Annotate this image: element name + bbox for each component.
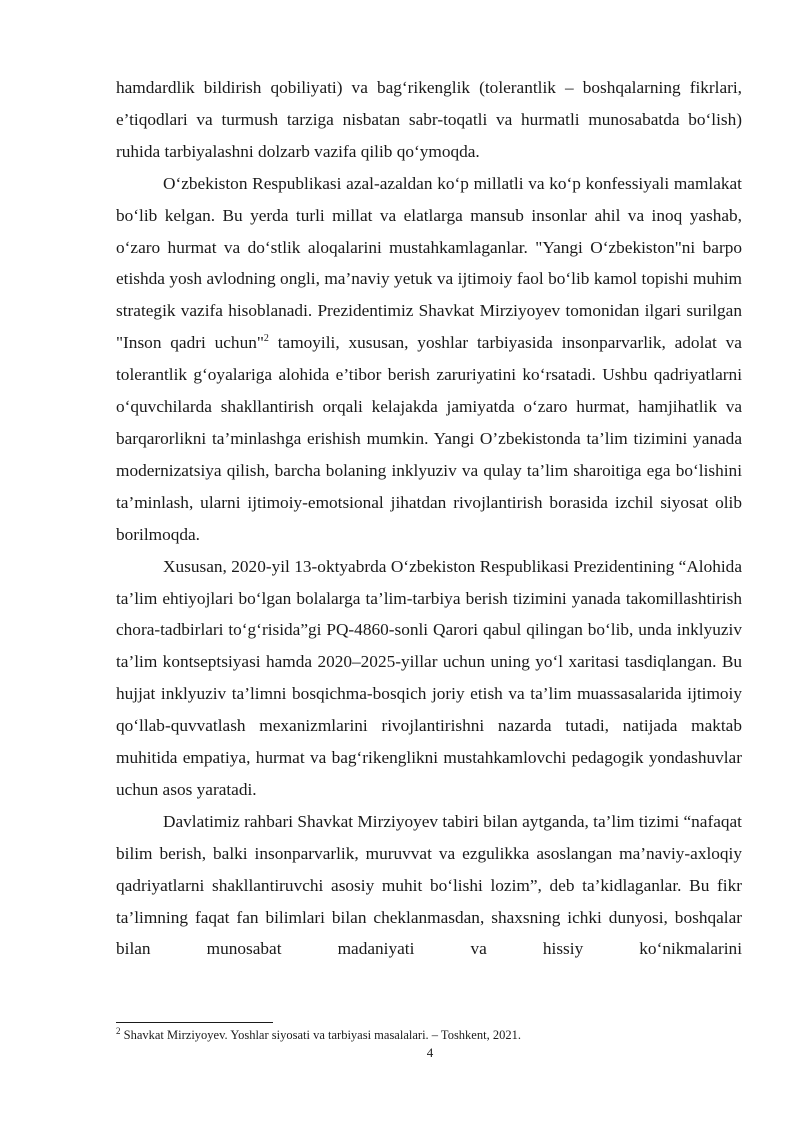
- footnote-separator: [116, 1022, 273, 1023]
- page-number: 4: [426, 1045, 434, 1060]
- footnote-number: 2: [116, 1025, 121, 1036]
- footnote: [116, 1027, 742, 1043]
- paragraph-3-text: Xususan, 2020-yil 13-oktyabrda O‘zbekiston Respublikasi Prezidentining “Alohida ta’lim ehtiyojlari bo‘lgan bolalarga ta’lim-tarbiya berish tizimini yanada takomillashtirish chora-tadbirlari to‘g‘risida”gi PQ-4860-sonli Qarori qabul qilingan bo‘lib, unda inklyuziv ta’lim kontseptsiyasi hamda 2020–2025-yillar uchun uning yo‘l xaritasi tasdiqlangan. Bu hujjat inklyuziv ta’limni bosqichma-bosqich joriy etish va ta’lim muassasalarida ijtimoiy qo‘llab-quvvatlash mexanizmlarini rivojlantirishni nazarda tutadi, natijada maktab muhitida empatiya, hurmat va bag‘rikenglikni mustahkamlovchi pedagogik yondashuvlar uchun asos yaratadi.: [116, 556, 742, 799]
- paragraph-2-text-after: tamoyili, xususan, yoshlar tarbiyasida insonparvarlik, adolat va tolerantlik g‘oyalariga alohida e’tibor berish zaruriyatini ko‘rsatadi. Ushbu qadriyatlarni o‘quvchilarda shakllantirish orqali kelajakda jamiyatda o‘zaro hurmat, hamjihatlik va barqarorlikni ta’minlashga erishish mumkin. Yangi O’zbekistonda ta’lim tizimini yanada modernizatsiya qilish, barcha bolaning inklyuziv va qulay ta’lim sharoitiga ega bo‘lishini ta’minlash, ularni ijtimoiy-emotsional jihatdan rivojlantirish borasida izchil siyosat olib borilmoqda.: [116, 333, 742, 544]
- page-body: [116, 72, 742, 965]
- paragraph-3: [116, 551, 742, 806]
- paragraph-4: [116, 806, 742, 966]
- footnote-reference[interactable]: 2: [263, 333, 269, 345]
- footnote-text: Shavkat Mirziyoyev. Yoshlar siyosati va tarbiyasi masalalari. – Toshkent, 2021.: [123, 1028, 521, 1042]
- paragraph-4-text: Davlatimiz rahbari Shavkat Mirziyoyev tabiri bilan aytganda, ta’lim tizimi “nafaqat bilim berish, balki insonparvarlik, muruvvat va ezgulikka asoslangan ma’naviy-axloqiy qadriyatlarni shakllantiruvchi asosiy muhit bo‘lishi lozim”, deb ta’kidlaganlar. Bu fikr ta’limning faqat fan bilimlari bilan cheklanmasdan, shaxsning ichki dunyosi, boshqalar bilan munosabat madaniyati va hissiy ko‘nikmalarini: [116, 811, 742, 959]
- paragraph-2-text-before: O‘zbekiston Respublikasi azal-azaldan ko‘p millatli va ko‘p konfessiyali mamlakat bo‘lib kelgan. Bu yerda turli millat va elatlarga mansub insonlar ahil va inoq yashab, o‘zaro hurmat va do‘stlik aloqalarini mustahkamlaganlar. "Yangi O‘zbekiston"ni barpo etishda yosh avlodning ongli, ma’naviy yetuk va ijtimoiy faol bo‘lib kamol topishi muhim strategik vazifa hisoblanadi. Prezidentimiz Shavkat Mirziyoyev tomonidan ilgari surilgan "Inson qadri uchun": [116, 173, 742, 353]
- paragraph-1: [116, 72, 742, 168]
- paragraph-1-text: hamdardlik bildirish qobiliyati) va bag‘rikenglik (tolerantlik – boshqalarning fikrlari, e’tiqodlari va turmush tarziga nisbatan sabr-toqatli va hurmatli munosabatda bo‘lish) ruhida tarbiyalashni dolzarb vazifa qilib qo‘ymoqda.: [116, 78, 742, 161]
- paragraph-2: [116, 168, 742, 551]
